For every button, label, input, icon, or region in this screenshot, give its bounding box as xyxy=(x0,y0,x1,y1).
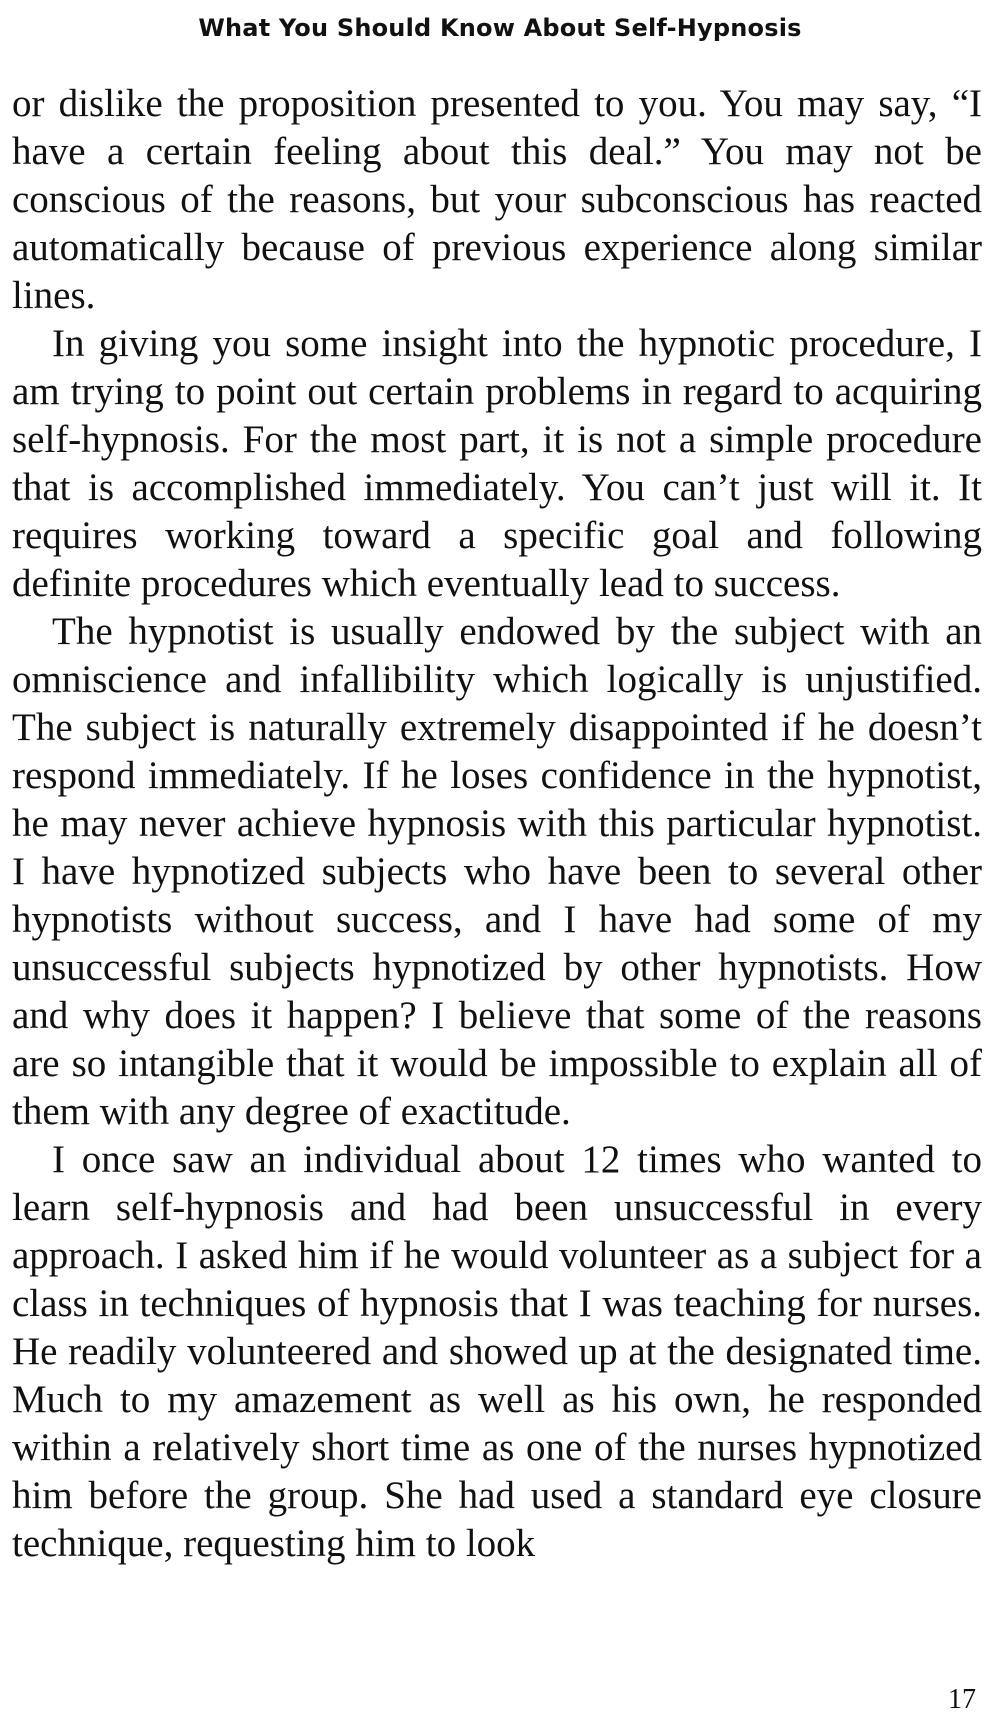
page-number: 17 xyxy=(948,1684,976,1715)
paragraph: I once saw an individual about 12 times who wanted to learn self-hypnosis and had been unsuccessful in every approach. I asked him if he would volunteer as a subject for a class in techniques of hypnosis that I was teaching for nurses. He readily volunteered and showed up at the designated time. Much to my amazement as well as his own, he responded within a relatively short time as one of the nurses hypnotized him before the group. She had used a standard eye closure technique, requesting him to look xyxy=(12,1138,982,1565)
running-head: What You Should Know About Self-Hypnosis xyxy=(198,14,802,42)
paragraph: In giving you some insight into the hypnotic procedure, I am trying to point out certain problems in regard to acquiring self-hypnosis. For the most part, it is not a simple procedure that is accomplished immediately. You can’t just will it. It requires working toward a specific goal and following definite procedures which eventually lead to success. xyxy=(12,322,982,605)
paragraph: The hypnotist is usually endowed by the subject with an omniscience and infallibility which logically is unjustified. The subject is naturally extremely disappointed if he doesn’t respond immediately. If he loses confidence in the hypnotist, he may never achieve hypnosis with this particular hypnotist. I have hypnotized subjects who have been to several other hypnotists without success, and I have had some of my unsuccessful subjects hypnotized by other hypnotists. How and why does it happen? I believe that some of the reasons are so intangible that it would be impossible to explain all of them with any degree of exactitude. xyxy=(12,610,982,1133)
body-text xyxy=(12,80,982,1568)
paragraph: or dislike the proposition presented to you. You may say, “I have a certain feeling about this deal.” You may not be conscious of the reasons, but your subconscious has reacted automatically because of previous experience along similar lines. xyxy=(12,82,982,317)
